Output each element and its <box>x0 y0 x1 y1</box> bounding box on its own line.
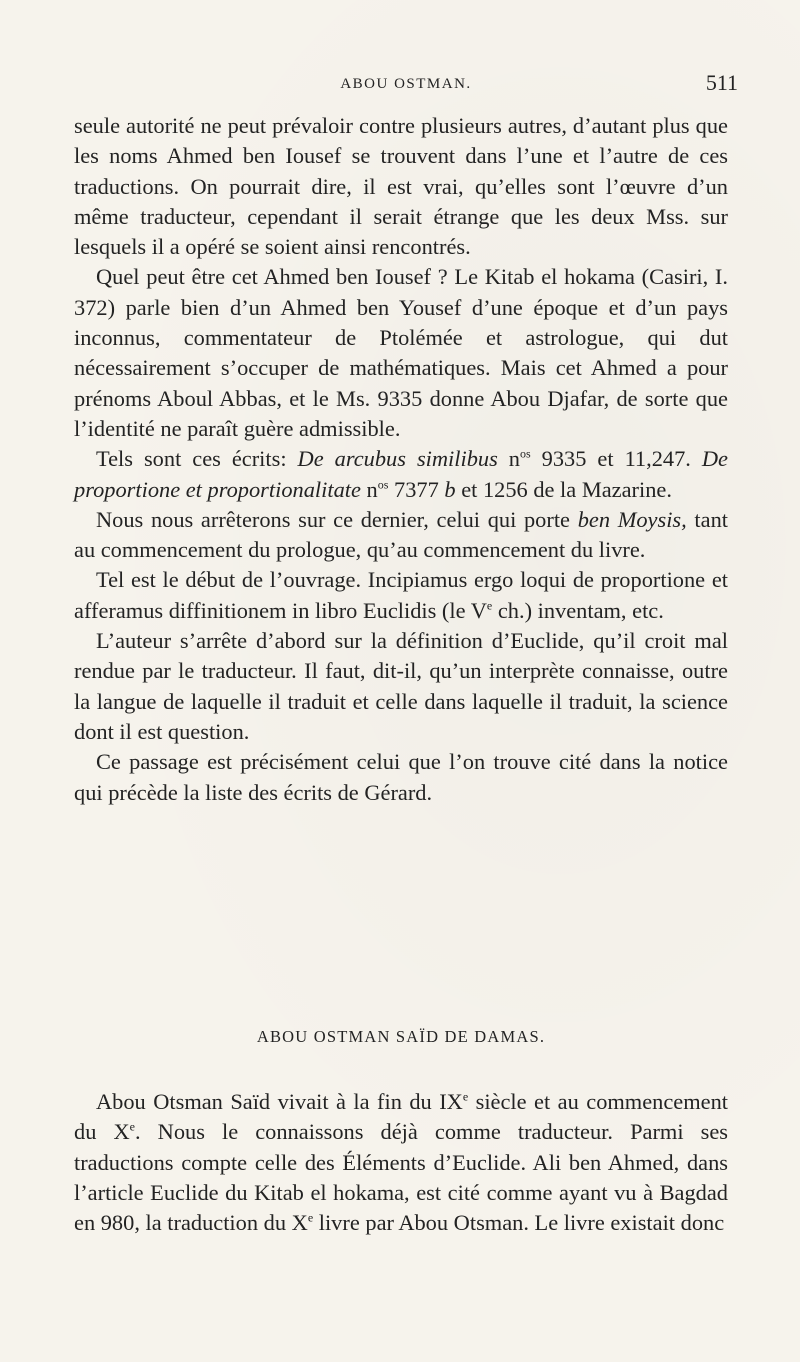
superscript: os <box>520 446 531 461</box>
main-text-part-1 <box>74 111 728 808</box>
page-number: 511 <box>705 70 738 95</box>
italic-title: ben Moysis, <box>577 506 687 532</box>
text-run: livre par Abou Otsman. Le livre existait donc <box>313 1210 725 1236</box>
section-heading: ABOU OSTMAN SAÏD DE DAMAS. <box>256 1027 546 1046</box>
text-run: Ce passage est précisément celui que l’on trouve cité dans la notice qui précède la liste des écrits de Gérard. <box>74 749 728 805</box>
text-run: n <box>497 446 520 472</box>
italic-title: De proportione et proportionalitate <box>74 446 728 502</box>
paragraph <box>74 565 728 626</box>
italic-title: b <box>444 476 456 502</box>
paragraph <box>74 505 728 566</box>
superscript: os <box>377 477 389 492</box>
paragraph <box>74 1087 728 1238</box>
superscript: e <box>129 1119 135 1134</box>
superscript: e <box>486 598 493 613</box>
superscript: e <box>307 1210 314 1225</box>
text-run: tant au commencement du prologue, qu’au commencement du livre. <box>74 506 728 563</box>
text-run: et 1256 de la Mazarine. <box>455 476 672 502</box>
paragraph <box>74 444 728 505</box>
main-text-part-2 <box>74 1087 728 1238</box>
paragraph <box>74 626 728 747</box>
running-head <box>74 70 738 100</box>
text-run: 9335 et 11,247. <box>530 446 702 472</box>
text-run: Tels sont ces écrits: <box>96 446 298 472</box>
text-run: seule autorité ne peut prévaloir contre plusieurs autres, d’autant plus que les noms Ahmed ben Iousef se trouvent dans l’une et l’autre de ces traductions. On pourrait dire, il est vrai, qu’elles sont l’œuvre d’un même traducteur, cependant il serait étrange que les deux Mss. sur lesquels il a opéré se soient ainsi rencontrés. <box>74 113 728 260</box>
paragraph <box>74 747 728 808</box>
text-run: 7377 <box>388 476 445 502</box>
text-run: n <box>360 476 378 502</box>
paragraph <box>74 262 728 444</box>
text-run: L’auteur s’arrête d’abord sur la définition d’Euclide, qu’il croit mal rendue par le traducteur. Il faut, dit-il, qu’un interprète connaisse, outre la langue de laquelle il traduit et celle dans laquelle il traduit, la science dont il est question. <box>74 628 728 744</box>
text-run: Tel est le début de l’ouvrage. Incipiamus ergo loqui de proportione et afferamus diffinitionem in libro Euclidis (le V <box>74 567 728 623</box>
superscript: e <box>462 1089 469 1104</box>
text-run: ch.) inventam, etc. <box>492 597 664 623</box>
text-run: siècle et au commencement du X <box>74 1089 728 1145</box>
text-run: Abou Otsman Saïd vivait à la fin du IX <box>96 1089 463 1114</box>
running-title: ABOU OSTMAN. <box>340 76 472 92</box>
italic-title: De arcubus similibus <box>297 446 498 472</box>
text-run: . Nous le connaissons déjà comme traducteur. Parmi ses traductions compte celle des Éléments d’Euclide. Ali ben Ahmed, dans l’article Euclide du Kitab el hokama, est cité comme ayant vu à Bagdad en 980, la traduction du X <box>74 1119 728 1236</box>
text-run: Nous nous arrêterons sur ce dernier, celui qui porte <box>96 506 578 532</box>
text-run: Quel peut être cet Ahmed ben Iousef ? Le Kitab el hokama (Casiri, I. 372) parle bien d’un Ahmed ben Yousef d’une époque et d’un pays inconnus, commentateur de Ptolémée et astrologue, qui dut nécessairement s’occuper de mathématiques. Mais cet Ahmed a pour prénoms Aboul Abbas, et le Ms. 9335 donne Abou Djafar, de sorte que l’identité ne paraît guère admissible. <box>74 264 728 441</box>
paragraph <box>74 111 728 262</box>
